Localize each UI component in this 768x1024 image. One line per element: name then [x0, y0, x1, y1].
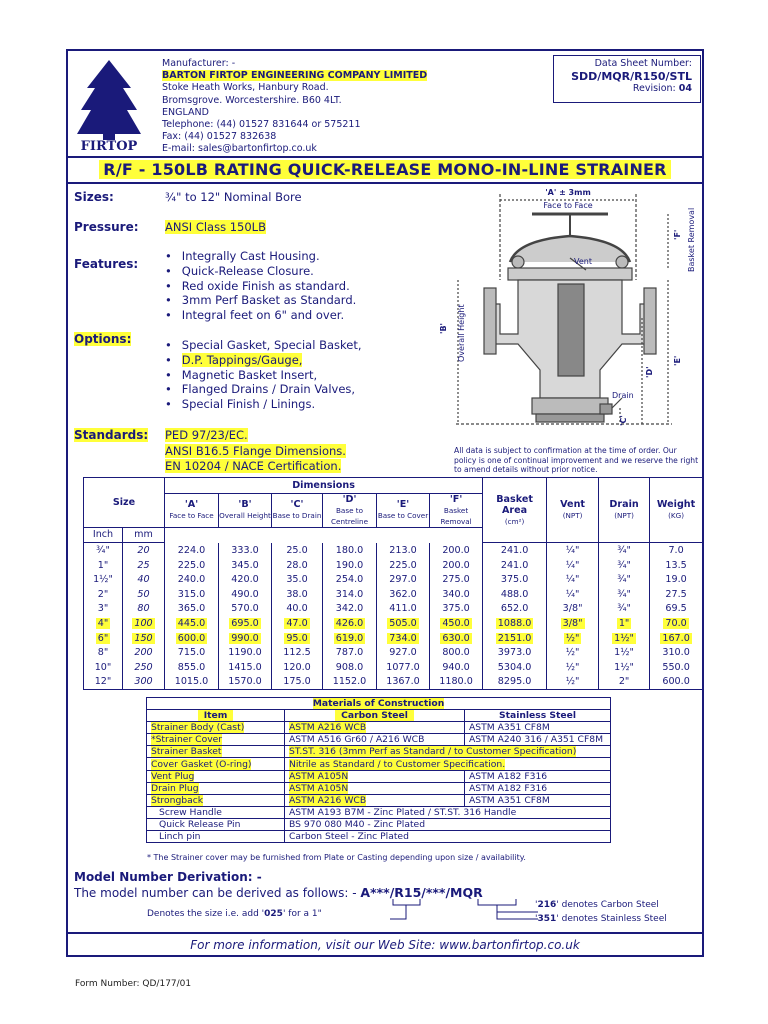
material-row [147, 770, 611, 782]
standard-item: PED 97/23/EC. [165, 428, 248, 442]
email[interactable]: E-mail: sales@bartonfirtop.co.uk [162, 143, 317, 155]
datasheet-number: SDD/MQR/R150/STL [571, 69, 692, 83]
material-item: Linch pin [147, 831, 285, 843]
vent-header: Vent [560, 499, 585, 511]
cell-drain: 2" [599, 675, 650, 690]
material-carbon: ASTM A105N [285, 770, 465, 782]
cell-inch: 1" [84, 558, 123, 573]
material-item: Vent Plug [147, 770, 285, 782]
material-stainless: ASTM A182 F316 [465, 770, 611, 782]
cell-drain: ¾" [599, 587, 650, 602]
cell-inch: ¾" [84, 543, 123, 558]
fax: Fax: (44) 01527 832638 [162, 131, 277, 143]
cell-mm: 100 [123, 616, 165, 631]
cell-a: 600.0 [165, 631, 219, 646]
option-item: • Flanged Drains / Drain Valves, [165, 382, 362, 397]
cell-b: 333.0 [219, 543, 272, 558]
drain-label: Drain [612, 391, 634, 400]
cell-vent: ¼" [547, 587, 599, 602]
cell-b: 570.0 [219, 602, 272, 617]
cell-b: 1415.0 [219, 660, 272, 675]
cell-inch: 12" [84, 675, 123, 690]
overall-height-label: Overall Height [457, 304, 466, 362]
cell-drain: ¾" [599, 602, 650, 617]
cell-weight: 27.5 [650, 587, 703, 602]
material-item: Strongback [147, 794, 285, 806]
cell-drain: ¾" [599, 558, 650, 573]
dim-col-header: 'F' Basket Removal [430, 493, 483, 527]
form-number: Form Number: QD/177/01 [75, 979, 192, 989]
cell-e: 1367.0 [377, 675, 430, 690]
material-carbon: ASTM A193 B7M - Zinc Plated / ST.ST. 316 Handle [285, 806, 611, 818]
cell-d: 314.0 [323, 587, 377, 602]
address-line: Stoke Heath Works, Hanbury Road. [162, 82, 329, 94]
cell-basket: 2151.0 [483, 631, 547, 646]
material-carbon: Nitrile as Standard / to Customer Specification. [285, 758, 611, 770]
material-row [147, 746, 611, 758]
cell-weight: 600.0 [650, 675, 703, 690]
cell-d: 254.0 [323, 572, 377, 587]
cell-f: 800.0 [430, 645, 483, 660]
cell-vent: ½" [547, 631, 599, 646]
material-row [147, 782, 611, 794]
cell-inch: 6" [84, 631, 123, 646]
option-item: D.P. Tappings/Gauge, [181, 352, 303, 367]
dim-a-label: 'A' ± 3mm [545, 188, 591, 197]
cell-b: 345.0 [219, 558, 272, 573]
cell-weight: 7.0 [650, 543, 703, 558]
mm-header: mm [123, 527, 165, 543]
dim-c-label: 'C' [619, 415, 628, 426]
dimensions-header: Dimensions [165, 478, 483, 494]
manufacturer-block [162, 58, 427, 156]
material-item: *Strainer Cover [147, 734, 285, 746]
material-item: Screw Handle [147, 806, 285, 818]
option-item: • Magnetic Basket Insert, [165, 368, 362, 383]
cell-drain: 1½" [599, 660, 650, 675]
manufacturer-label: Manufacturer: - [162, 58, 236, 69]
size-row [84, 587, 703, 602]
material-carbon: ASTM A516 Gr60 / A216 WCB [285, 734, 465, 746]
cell-d: 426.0 [323, 616, 377, 631]
options-label: Options: [74, 332, 132, 346]
cell-vent: ¼" [547, 572, 599, 587]
cell-f: 340.0 [430, 587, 483, 602]
cell-basket: 652.0 [483, 602, 547, 617]
cell-drain: 1½" [599, 631, 650, 646]
dim-f-label: 'F' [673, 229, 682, 240]
material-carbon: ST.ST. 316 (3mm Perf as Standard / to Customer Specification) [285, 746, 611, 758]
materials-title: Materials of Construction [312, 698, 445, 710]
cell-c: 175.0 [272, 675, 323, 690]
cell-mm: 40 [123, 572, 165, 587]
cell-weight: 70.0 [650, 616, 703, 631]
dim-col-header: 'B' Overall Height [219, 493, 272, 527]
cell-c: 47.0 [272, 616, 323, 631]
cell-weight: 167.0 [650, 631, 703, 646]
feature-item: • Integral feet on 6" and over. [165, 308, 356, 323]
vent-unit: (NPT) [562, 511, 583, 521]
cell-e: 362.0 [377, 587, 430, 602]
cell-mm: 25 [123, 558, 165, 573]
cell-c: 35.0 [272, 572, 323, 587]
cell-inch: 3" [84, 602, 123, 617]
drain-unit: (NPT) [614, 511, 634, 521]
size-row [84, 645, 703, 660]
material-row [147, 831, 611, 843]
sizes-value: ¾" to 12" Nominal Bore [165, 190, 302, 204]
cell-b: 695.0 [219, 616, 272, 631]
cell-b: 490.0 [219, 587, 272, 602]
cell-mm: 20 [123, 543, 165, 558]
cell-f: 275.0 [430, 572, 483, 587]
dim-col-header: 'A' Face to Face [165, 493, 219, 527]
revision-value: 04 [678, 83, 692, 94]
drain-header: Drain [609, 499, 639, 511]
stainless-code-note: '351' denotes Stainless Steel [535, 914, 667, 924]
cell-drain: 1½" [599, 645, 650, 660]
svg-text:FIRTOP: FIRTOP [80, 139, 138, 154]
cell-basket: 5304.0 [483, 660, 547, 675]
dim-col-header: 'C' Base to Drain [272, 493, 323, 527]
carbon-header: Carbon Steel [335, 710, 414, 721]
cell-weight: 69.5 [650, 602, 703, 617]
standard-item: ANSI B16.5 Flange Dimensions. [165, 443, 346, 458]
address-line: ENGLAND [162, 106, 209, 118]
cell-inch: 8" [84, 645, 123, 660]
material-row [147, 734, 611, 746]
cell-e: 927.0 [377, 645, 430, 660]
cell-f: 200.0 [430, 558, 483, 573]
feature-item: • Quick-Release Closure. [165, 264, 356, 279]
cell-vent: ½" [547, 675, 599, 690]
material-stainless: ASTM A351 CF8M [465, 794, 611, 806]
cell-b: 1190.0 [219, 645, 272, 660]
material-item: Strainer Basket [147, 746, 285, 758]
website-info[interactable]: For more information, visit our Web Site: www.bartonfirtop.co.uk [190, 938, 580, 952]
cell-a: 225.0 [165, 558, 219, 573]
material-item: Quick Release Pin [147, 818, 285, 830]
sizes-label: Sizes: [74, 190, 114, 204]
cell-c: 25.0 [272, 543, 323, 558]
cell-e: 297.0 [377, 572, 430, 587]
option-item: • Special Finish / Linings. [165, 397, 362, 412]
feature-item: • Integrally Cast Housing. [165, 249, 356, 264]
telephone: Telephone: (44) 01527 831644 or 575211 [162, 119, 361, 131]
dim-col-header: 'E' Base to Cover [377, 493, 430, 527]
cell-a: 715.0 [165, 645, 219, 660]
cell-e: 225.0 [377, 558, 430, 573]
carbon-code-note: '216' denotes Carbon Steel [535, 900, 659, 910]
basket-header: Basket Area [496, 493, 533, 516]
cell-a: 855.0 [165, 660, 219, 675]
cell-d: 190.0 [323, 558, 377, 573]
material-item: Drain Plug [147, 782, 285, 794]
material-stainless: ASTM A182 F316 [465, 782, 611, 794]
datasheet-box [553, 55, 701, 103]
pressure-label: Pressure: [74, 220, 139, 234]
cell-vent: ¼" [547, 558, 599, 573]
basket-removal-label: Basket Removal [687, 207, 696, 272]
dim-d-label: 'D' [645, 366, 654, 378]
pressure-value: ANSI Class 150LB [165, 220, 266, 234]
material-item: Strainer Body (Cast) [147, 722, 285, 734]
cell-basket: 3973.0 [483, 645, 547, 660]
cell-a: 240.0 [165, 572, 219, 587]
cell-f: 1180.0 [430, 675, 483, 690]
cell-e: 213.0 [377, 543, 430, 558]
cell-e: 1077.0 [377, 660, 430, 675]
dim-e-label: 'E' [673, 355, 682, 366]
size-note: Denotes the size i.e. add '025' for a 1" [147, 909, 322, 919]
cell-d: 180.0 [323, 543, 377, 558]
cell-basket: 488.0 [483, 587, 547, 602]
cell-f: 200.0 [430, 543, 483, 558]
disclaimer-note: All data is subject to confirmation at the time of order. Our policy is one of continual improvement and we reserve the right to amend details without prior notice. [454, 446, 699, 475]
page-title: R/F - 150LB RATING QUICK-RELEASE MONO-IN-LINE STRAINER [66, 160, 704, 179]
cell-a: 224.0 [165, 543, 219, 558]
cell-b: 1570.0 [219, 675, 272, 690]
cell-a: 315.0 [165, 587, 219, 602]
cell-d: 908.0 [323, 660, 377, 675]
cell-c: 40.0 [272, 602, 323, 617]
size-row [84, 660, 703, 675]
cell-d: 787.0 [323, 645, 377, 660]
material-carbon: BS 970 080 M40 - Zinc Plated [285, 818, 611, 830]
cell-weight: 13.5 [650, 558, 703, 573]
cell-mm: 200 [123, 645, 165, 660]
cell-weight: 19.0 [650, 572, 703, 587]
dim-col-header: 'D' Base to Centreline [323, 493, 377, 527]
material-carbon: Carbon Steel - Zinc Plated [285, 831, 611, 843]
cell-basket: 241.0 [483, 543, 547, 558]
material-row [147, 794, 611, 806]
size-header: Size [84, 478, 165, 528]
features-list [165, 249, 356, 323]
material-row [147, 722, 611, 734]
standards-label: Standards: [74, 428, 149, 442]
cell-drain: ¾" [599, 543, 650, 558]
info-divider [66, 932, 704, 934]
material-row [147, 818, 611, 830]
inch-header: Inch [84, 527, 123, 543]
size-row [84, 543, 703, 558]
size-row [84, 616, 703, 631]
standard-item: EN 10204 / NACE Certification. [165, 459, 342, 473]
cell-e: 411.0 [377, 602, 430, 617]
features-label: Features: [74, 257, 139, 271]
cell-c: 38.0 [272, 587, 323, 602]
standards-list [165, 428, 346, 475]
material-carbon: ASTM A105N [285, 782, 465, 794]
stainless-header: Stainless Steel [465, 710, 611, 722]
material-stainless: ASTM A351 CF8M [465, 722, 611, 734]
cell-e: 734.0 [377, 631, 430, 646]
materials-footnote: * The Strainer cover may be furnished from Plate or Casting depending upon size / availability. [147, 853, 526, 862]
cell-inch: 2" [84, 587, 123, 602]
cell-drain: 1" [599, 616, 650, 631]
vent-label: Vent [574, 257, 592, 266]
dim-b-label: 'B' [439, 323, 448, 334]
address-line: Bromsgrove. Worcestershire. B60 4LT. [162, 94, 342, 106]
cell-basket: 375.0 [483, 572, 547, 587]
firtop-logo [75, 58, 147, 158]
cell-a: 365.0 [165, 602, 219, 617]
cell-vent: ¼" [547, 543, 599, 558]
cell-d: 619.0 [323, 631, 377, 646]
cell-d: 1152.0 [323, 675, 377, 690]
cell-a: 1015.0 [165, 675, 219, 690]
cell-basket: 241.0 [483, 558, 547, 573]
model-text: The model number can be derived as follows: - A***/R15/***/MQR [74, 885, 483, 900]
strainer-diagram [440, 184, 702, 446]
cell-mm: 150 [123, 631, 165, 646]
material-item: Cover Gasket (O-ring) [147, 758, 285, 770]
cell-mm: 250 [123, 660, 165, 675]
cell-mm: 80 [123, 602, 165, 617]
cell-c: 95.0 [272, 631, 323, 646]
cell-basket: 1088.0 [483, 616, 547, 631]
item-header: Item [198, 710, 234, 721]
cell-c: 112.5 [272, 645, 323, 660]
cell-d: 342.0 [323, 602, 377, 617]
cell-vent: ½" [547, 660, 599, 675]
feature-item: • Red oxide Finish as standard. [165, 279, 356, 294]
cell-basket: 8295.0 [483, 675, 547, 690]
size-row [84, 631, 703, 646]
option-item: • Special Gasket, Special Basket, [165, 338, 362, 353]
revision-label: Revision: [632, 83, 676, 94]
cell-vent: 3/8" [547, 602, 599, 617]
material-carbon: ASTM A216 WCB [285, 794, 465, 806]
cell-vent: 3/8" [547, 616, 599, 631]
cell-c: 120.0 [272, 660, 323, 675]
cell-f: 450.0 [430, 616, 483, 631]
size-row [84, 572, 703, 587]
size-row [84, 602, 703, 617]
cell-a: 445.0 [165, 616, 219, 631]
material-row [147, 806, 611, 818]
cell-weight: 550.0 [650, 660, 703, 675]
cell-e: 505.0 [377, 616, 430, 631]
cell-inch: 10" [84, 660, 123, 675]
cell-weight: 310.0 [650, 645, 703, 660]
basket-unit: (cm²) [504, 516, 525, 526]
cell-vent: ½" [547, 645, 599, 660]
model-brackets [390, 897, 540, 923]
weight-header: Weight [656, 499, 696, 511]
material-carbon: ASTM A216 WCB [285, 722, 465, 734]
company-name: BARTON FIRTOP ENGINEERING COMPANY LIMITED [162, 70, 428, 82]
cell-mm: 300 [123, 675, 165, 690]
cell-drain: ¾" [599, 572, 650, 587]
header-divider [66, 156, 704, 158]
material-stainless: ASTM A240 316 / A351 CF8M [465, 734, 611, 746]
cell-mm: 50 [123, 587, 165, 602]
size-row [84, 558, 703, 573]
cell-c: 28.0 [272, 558, 323, 573]
size-row [84, 675, 703, 690]
cell-f: 375.0 [430, 602, 483, 617]
cell-f: 940.0 [430, 660, 483, 675]
material-row [147, 758, 611, 770]
cell-f: 630.0 [430, 631, 483, 646]
feature-item: • 3mm Perf Basket as Standard. [165, 293, 356, 308]
materials-table [146, 697, 611, 843]
cell-b: 420.0 [219, 572, 272, 587]
model-heading: Model Number Derivation: - [74, 870, 262, 884]
dimensions-table [83, 477, 703, 690]
cell-inch: 1½" [84, 572, 123, 587]
options-list [165, 338, 362, 412]
cell-inch: 4" [84, 616, 123, 631]
model-code: A***/R15/***/MQR [360, 885, 483, 900]
datasheet-label: Data Sheet Number: [594, 58, 692, 69]
weight-unit: (KG) [668, 511, 685, 521]
face-to-face-label: Face to Face [543, 201, 593, 210]
cell-b: 990.0 [219, 631, 272, 646]
